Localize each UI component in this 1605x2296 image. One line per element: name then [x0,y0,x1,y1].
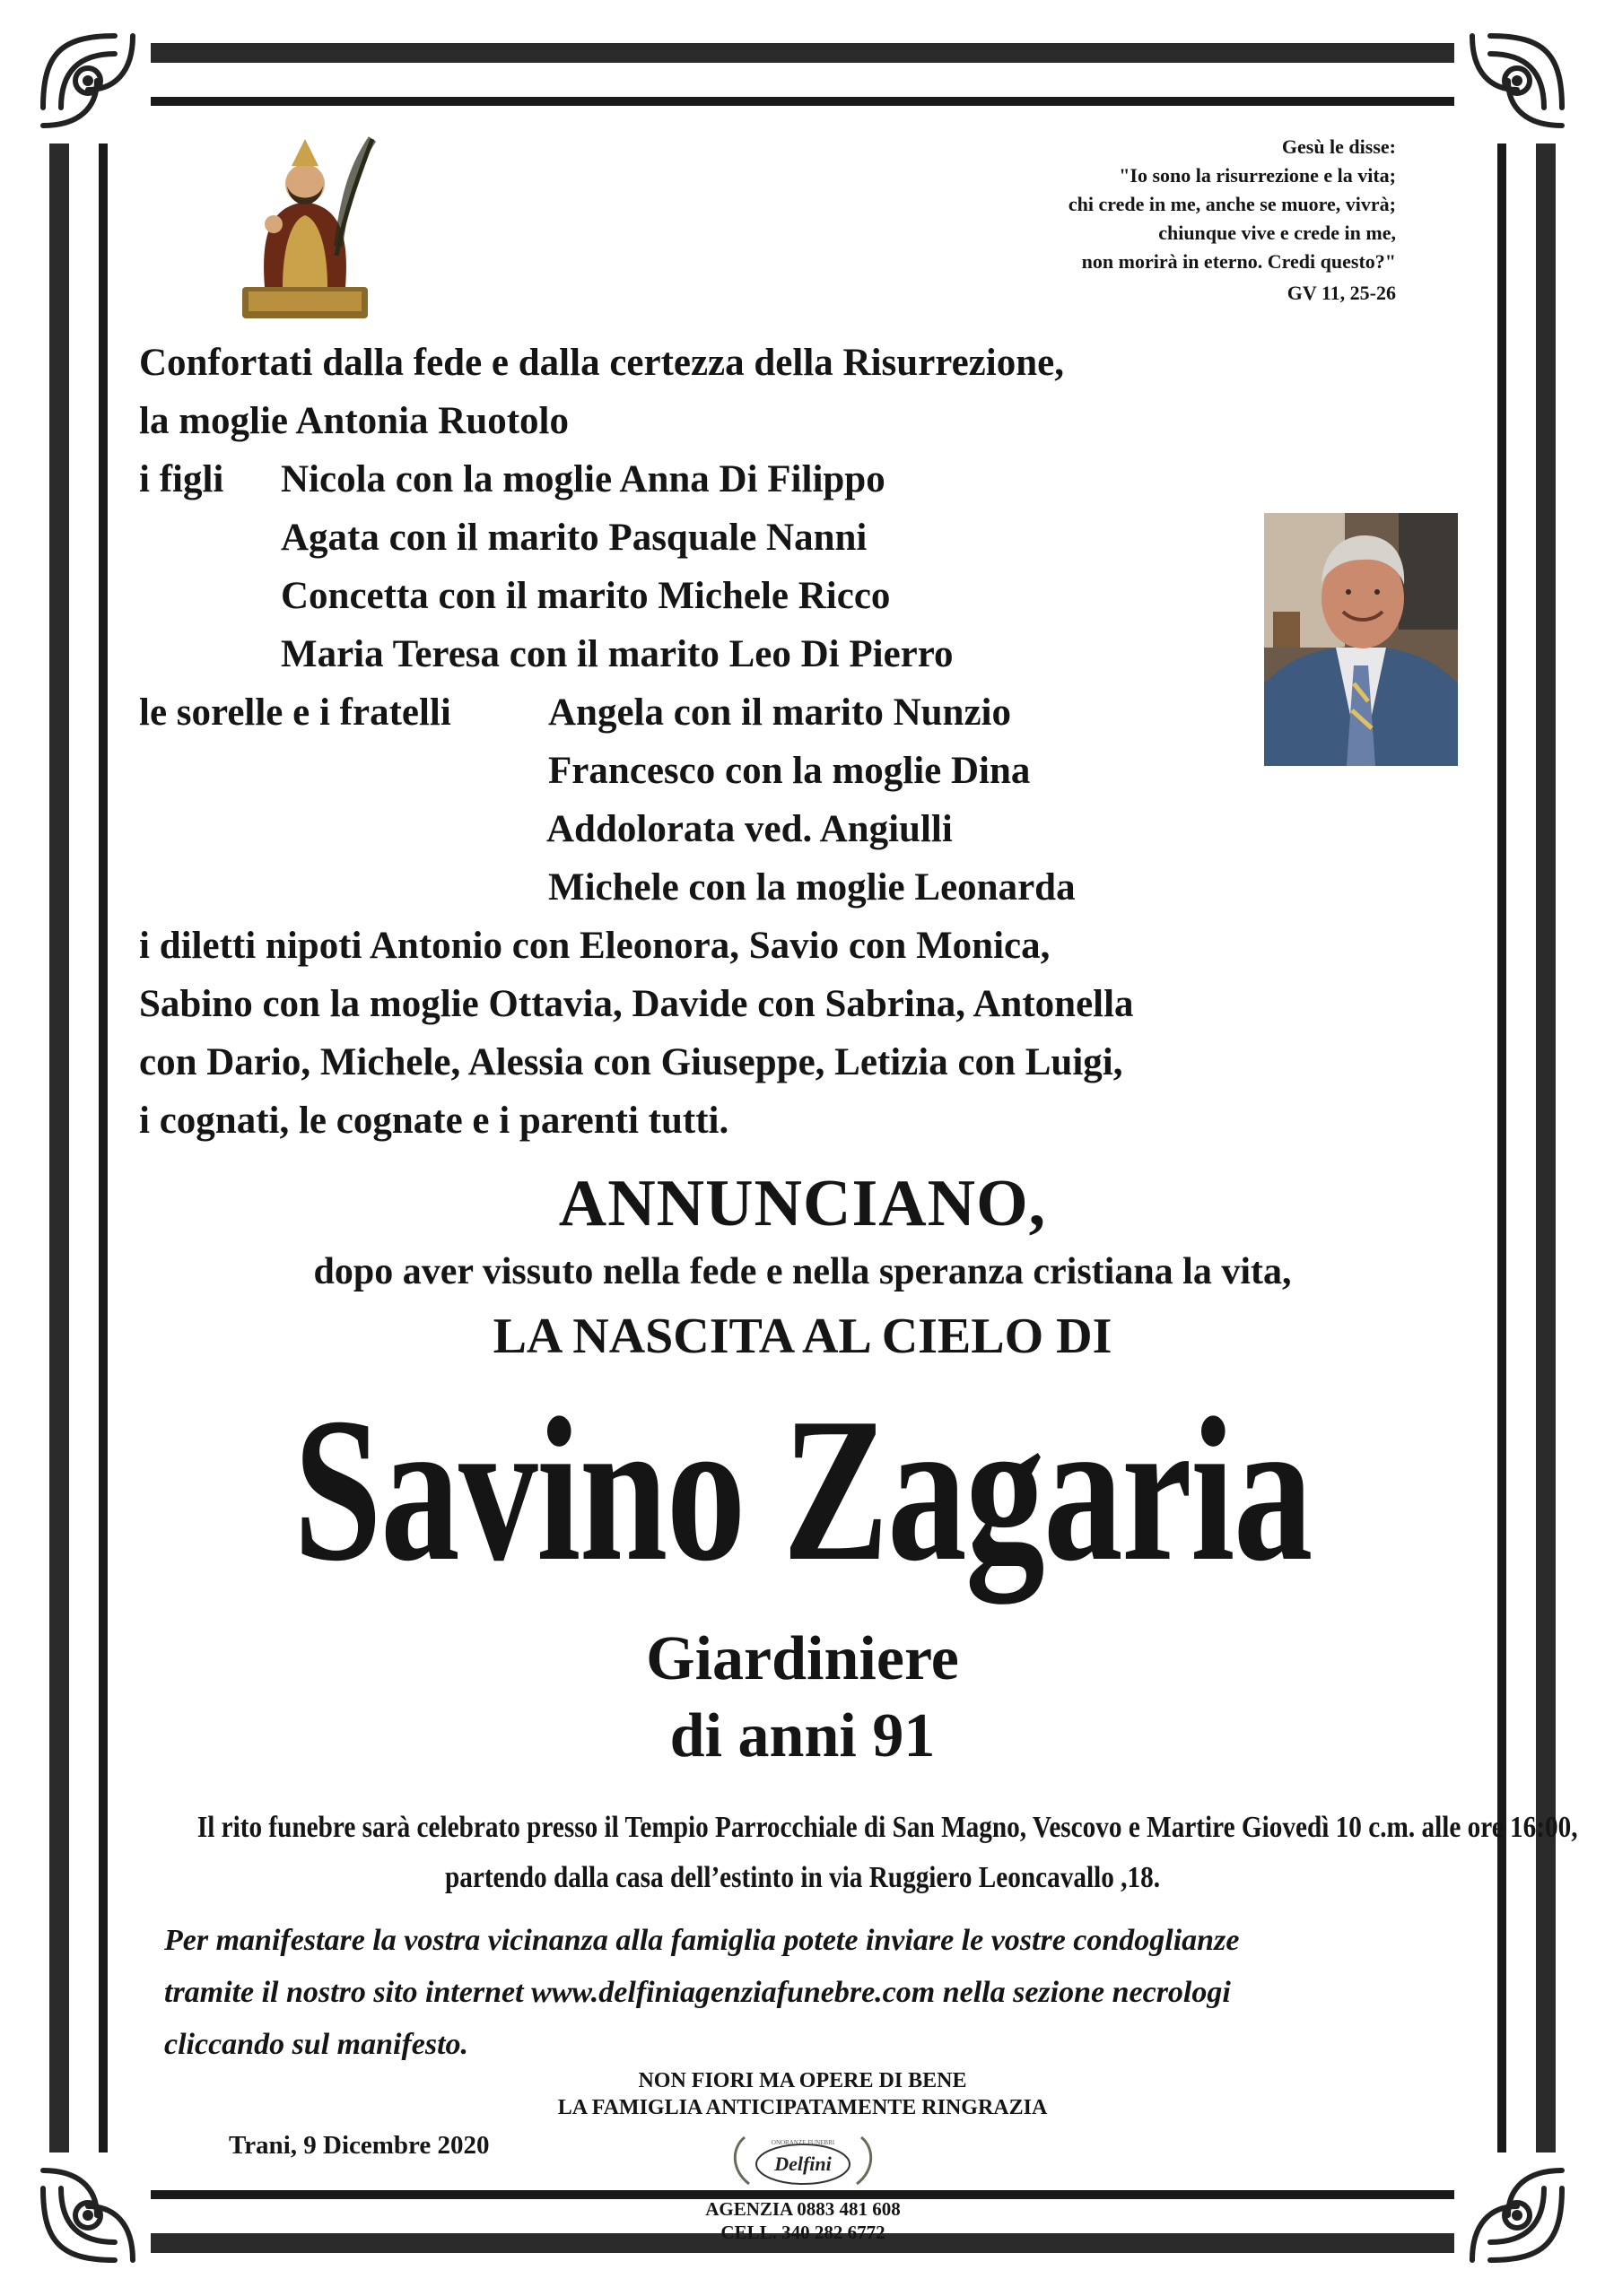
siblings-label: le sorelle e i fratelli [139,691,451,734]
corner-ornament-top-right-icon [1454,18,1580,144]
notice-date: Trani, 9 Dicembre 2020 [229,2131,490,2160]
family-wife: la moglie Antonia Ruotolo [139,400,570,442]
agency-contacts [668,2197,938,2244]
corner-ornament-bottom-left-icon [25,2152,151,2278]
nephews-line: i diletti nipoti Antonio con Eleonora, Savio con Monica, [139,925,1051,967]
quote-line: "Io sono la risurrezione e la vita; [1119,164,1396,187]
footer-notice [99,2067,1506,2121]
child-entry: Maria Teresa con il marito Leo Di Pierro [281,633,954,675]
agency-logo [722,2130,884,2193]
child-entry: Agata con il marito Pasquale Nanni [281,517,868,559]
sibling-entry: Michele con la moglie Leonarda [548,866,1076,909]
deceased-name: Savino Zagaria [293,1375,1312,1604]
child-entry: Concetta con il marito Michele Ricco [281,575,891,617]
logo-text: Delfini [774,2152,832,2175]
logo-small-text: ONORANZE FUNEBRI [771,2139,835,2146]
quote-line: chi crede in me, anche se muore, vivrà; [1068,193,1396,215]
nascita-heading: LA NASCITA AL CIELO DI [493,1309,1112,1364]
gospel-quote [894,133,1396,308]
condolences-line: cliccando sul manifesto. [164,2028,469,2061]
funeral-line: partendo dalla casa dell’estinto in via Ruggiero Leoncavallo ,18. [444,1861,1161,1894]
no-flowers-text: NON FIORI MA OPERE DI BENE [638,2069,967,2092]
nephews-line: con Dario, Michele, Alessia con Giuseppe, Letizia con Luigi, [139,1041,1123,1083]
quote-reference: GV 11, 25-26 [1287,282,1396,304]
deceased-profession: Giardiniere [646,1624,959,1693]
cell-phone: CELL. 340 282 6772 [720,2222,885,2243]
quote-line: non morirà in eterno. Credi questo?" [1081,250,1396,273]
sibling-entry: Addolorata ved. Angiulli [546,808,953,850]
condolences-line: tramite il nostro sito internet www.delfiniagenziafunebre.com nella sezione necrologi [164,1976,1231,2009]
deceased-photo [1264,513,1458,766]
family-thanks-text: LA FAMIGLIA ANTICIPATAMENTE RINGRAZIA [557,2096,1048,2119]
deceased-age: di anni 91 [669,1701,936,1770]
quote-line: chiunque vive e crede in me, [1158,222,1396,244]
funeral-details [196,1803,1578,1903]
corner-ornament-top-left-icon [25,18,151,144]
child-entry: Nicola con la moglie Anna Di Filippo [281,458,885,500]
funeral-line: Il rito funebre sarà celebrato presso il Tempio Parrocchiale di San Magno, Vescovo e Martire Giovedì 10 c.m. alle ore 16:00, [196,1811,1578,1844]
corner-ornament-bottom-right-icon [1454,2152,1580,2278]
nephews-line: Sabino con la moglie Ottavia, Davide con Sabrina, Antonella [139,983,1134,1025]
sibling-entry: Francesco con la moglie Dina [548,750,1031,792]
family-intro: Confortati dalla fede e dalla certezza della Risurrezione, [139,342,1064,384]
sibling-entry: Angela con il marito Nunzio [548,691,1011,734]
children-label: i figli [139,458,224,500]
announce-subline: dopo aver vissuto nella fede e nella speranza cristiana la vita, [313,1251,1292,1292]
saint-statue-image [238,121,381,323]
announce-heading: ANNUNCIANO, [558,1167,1047,1240]
nephews-line: i cognati, le cognate e i parenti tutti. [139,1100,729,1142]
condolences-note [164,1915,1438,2071]
condolences-line: Per manifestare la vostra vicinanza alla famiglia potete inviare le vostre condoglianze [164,1924,1240,1957]
quote-line: Gesù le disse: [1281,135,1396,158]
agency-phone: AGENZIA 0883 481 608 [705,2198,901,2220]
